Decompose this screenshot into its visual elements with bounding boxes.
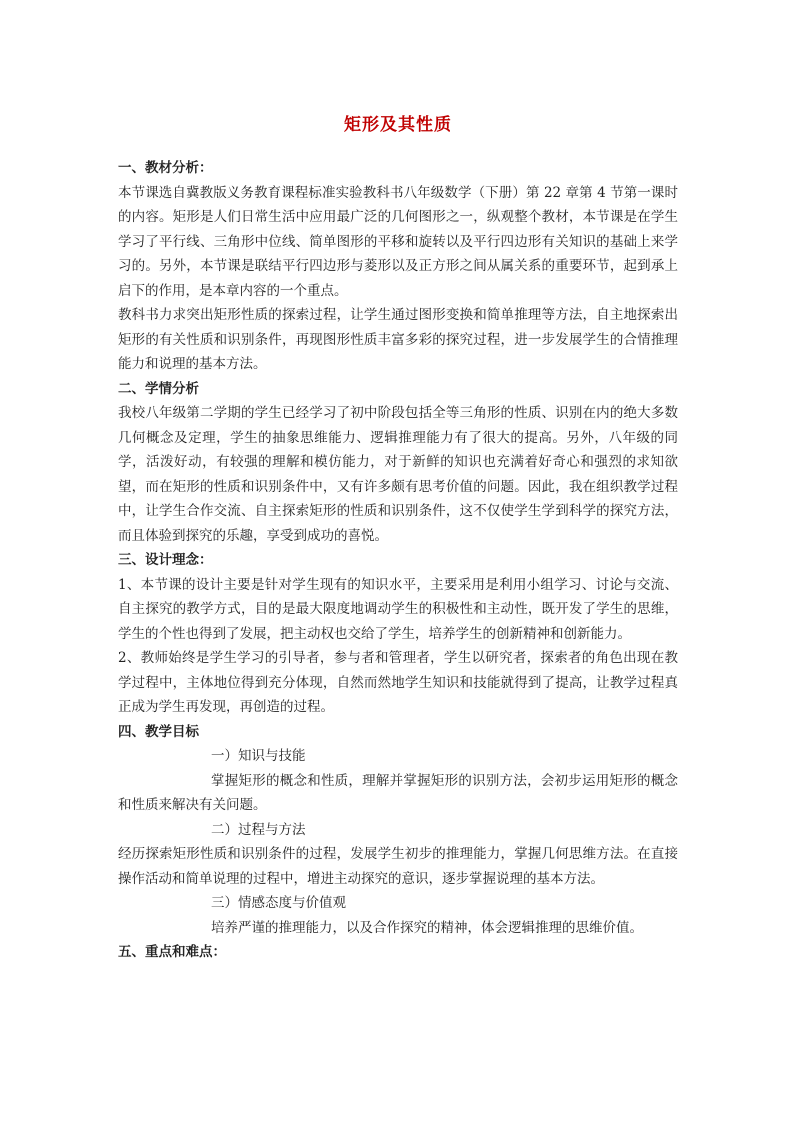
document-page [118, 112, 678, 965]
paragraph: 2、教师始终是学生学习的引导者，参与者和管理者，学生以研究者，探索者的角色出现在教学过程中，主体地位得到充分体现，自然而然地学生知识和技能就得到了提高，让教学过程真正成为学生再发现，再创造的过程。 [118, 650, 678, 715]
document-title: 矩形及其性质 [344, 115, 452, 135]
section-heading-student-analysis: 二、学情分析 [118, 380, 199, 397]
section-heading-textbook-analysis: 一、教材分析： [118, 160, 213, 176]
goal-label-knowledge-skills: 一）知识与技能 [211, 748, 306, 764]
section-heading-teaching-goals: 四、教学目标 [118, 723, 199, 740]
paragraph: 1、本节课的设计主要是针对学生现有的知识水平，主要采用是利用小组学习、讨论与交流、自主探究的教学方式，目的是最大限度地调动学生的积极性和主动性，既开发了学生的思维，学生的个性也得到了发展，把主动权也交给了学生，培养学生的创新精神和创新能力。 [118, 576, 678, 642]
paragraph: 本节课选自冀教版义务教育课程标准实验教科书八年级数学（下册）第 22 章第 4 节第一课时的内容。矩形是人们日常生活中应用最广泛的几何图形之一，纵观整个教材，本节课是在学生学习了平行线、三角形中位线、简单图形的平移和旋转以及平行四边形有关知识的基础上来学习的。另外，本节课是联结平行四边形与菱形以及正方形之间从属关系的重要环节，起到承上启下的作用，是本章内容的一个重点。 [118, 184, 678, 299]
paragraph: 我校八年级第二学期的学生已经学习了初中阶段包括全等三角形的性质、识别在内的绝大多数几何概念及定理，学生的抽象思维能力、逻辑推理能力有了很大的提高。另外，八年级的同学，活泼好动，有较强的理解和模仿能力，对于新鲜的知识也充满着好奇心和强烈的求知欲望，而在矩形的性质和识别条件中，又有许多颇有思考价值的问题。因此，我在组织教学过程中，让学生合作交流、自主探索矩形的性质和识别条件，这不仅使学生学到科学的探究方法，而且体验到探究的乐趣，享受到成功的喜悦。 [118, 405, 678, 544]
goal-label-emotion-values: 三）情感态度与价值观 [211, 895, 346, 911]
section-heading-design-concept: 三、设计理念： [118, 552, 213, 568]
goal-text-process-methods: 经历探索矩形性质和识别条件的过程，发展学生初步的推理能力，掌握几何思维方法。在直接操作活动和简单说理的过程中，增进主动探究的意识，逐步掌握说理的基本方法。 [118, 846, 678, 887]
goal-text-knowledge-skills: 掌握矩形的概念和性质，理解并掌握矩形的识别方法，会初步运用矩形的概念和性质来解决有关问题。 [118, 772, 678, 813]
goal-text-emotion-values: 培养严谨的推理能力，以及合作探究的精神，体会逻辑推理的思维价值。 [211, 919, 643, 936]
paragraph: 教科书力求突出矩形性质的探索过程，让学生通过图形变换和简单推理等方法，自主地探索出矩形的有关性质和识别条件，再现图形性质丰富多彩的探究过程，进一步发展学生的合情推理能力和说理的基本方法。 [118, 307, 678, 372]
goal-label-process-methods: 二）过程与方法 [211, 821, 306, 838]
section-heading-key-difficult-points: 五、重点和难点： [118, 944, 226, 960]
